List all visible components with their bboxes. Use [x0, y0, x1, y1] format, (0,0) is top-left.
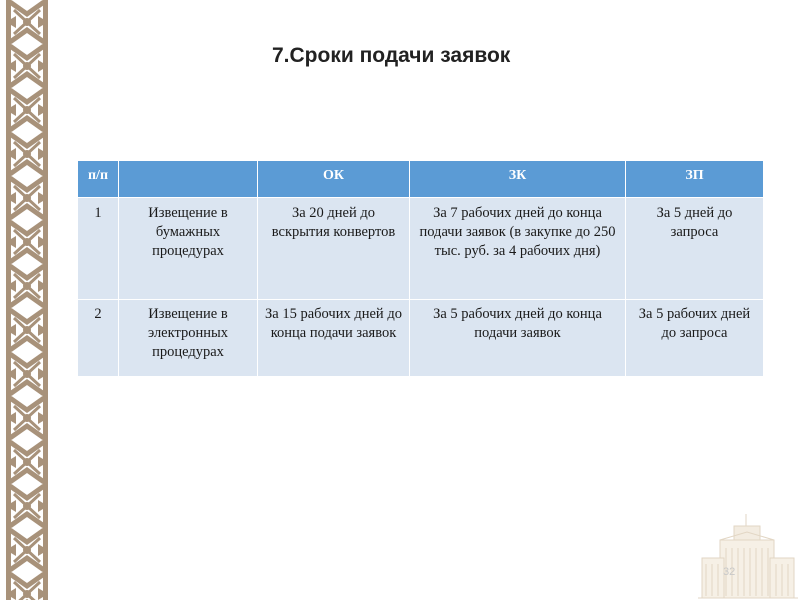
table-header-row — [78, 161, 764, 198]
table-row — [78, 300, 764, 377]
header-number: п/п — [78, 161, 119, 198]
slide-title: 7.Сроки подачи заявок — [272, 44, 511, 67]
row-number: 2 — [78, 300, 119, 377]
row-number: 1 — [78, 198, 119, 300]
row-zp-deadline: За 5 рабочих дней до запроса — [626, 300, 764, 377]
row-ok-deadline: За 20 дней до вскрытия конвертов — [258, 198, 410, 300]
row-zk-deadline: За 5 рабочих дней до конца подачи заявок — [410, 300, 626, 377]
row-ok-deadline: За 15 рабочих дней до конца подачи заявок — [258, 300, 410, 377]
deadlines-table — [77, 160, 763, 377]
slide-number: 32 — [723, 566, 736, 578]
building-illustration — [696, 512, 800, 600]
header-ok: ОК — [258, 161, 410, 198]
header-zp: ЗП — [626, 161, 764, 198]
header-notice — [119, 161, 258, 198]
row-zp-deadline: За 5 дней до запроса — [626, 198, 764, 300]
ornamental-border — [0, 0, 54, 600]
row-notice: Извещение в электронных процедурах — [119, 300, 258, 377]
row-notice: Извещение в бумажных процедурах — [119, 198, 258, 300]
header-zk: ЗК — [410, 161, 626, 198]
row-zk-deadline: За 7 рабочих дней до конца подачи заявок (в закупке до 250 тыс. руб. за 4 рабочих дня) — [410, 198, 626, 300]
table-row — [78, 198, 764, 300]
